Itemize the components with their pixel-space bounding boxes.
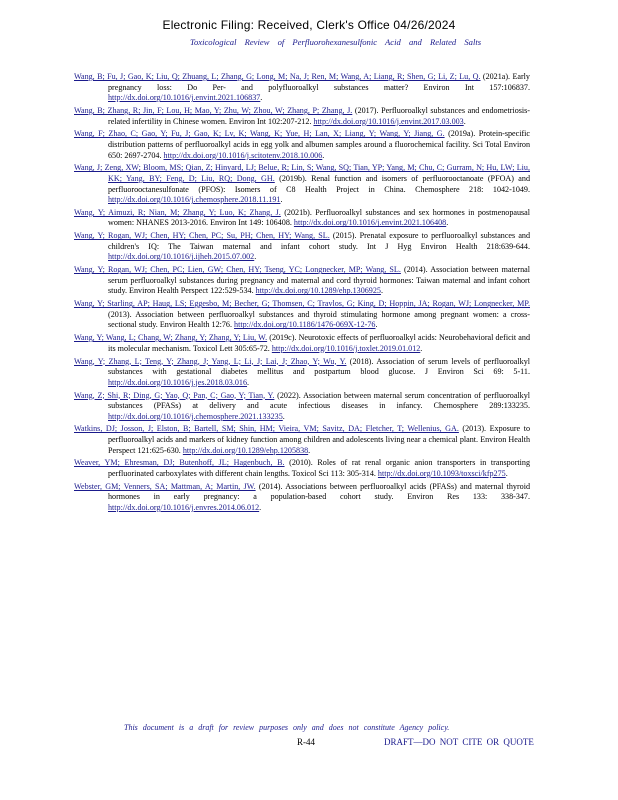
reference-entry [74,231,530,263]
reference-period: . [375,320,378,330]
reference-authors[interactable]: Weaver, YM; Ehresman, DJ; Butenhoff, JL; Hagenbuch, B. [74,458,285,468]
reference-authors[interactable]: Watkins, DJ; Josson, J; Elston, B; Bartell, SM; Shin, HM; Vieira, VM; Savitz, DA; Fletcher, T; Wellenius, GA. [74,424,459,434]
reference-period: . [282,411,285,421]
reference-citation: (2021b). Perfluoroalkyl substances and sex hormones in postmenopausal women: NHANES 2013-2016. Environ Int 149: 106408. [108,207,530,228]
reference-doi-link[interactable]: http://dx.doi.org/10.1016/j.scitotenv.2018.10.006 [163,150,323,160]
reference-authors[interactable]: Wang, Y; Rogan, WJ; Chen, PC; Lien, GW; Chen, HY; Tseng, YC; Longnecker, MP; Wang, SL. [74,265,401,275]
reference-entry [74,391,530,423]
reference-period: . [380,286,383,296]
reference-doi-link[interactable]: http://dx.doi.org/10.1016/j.envint.2021.106837 [108,93,261,103]
reference-citation: (2014). Association between maternal serum perfluoroalkyl substances during pregnancy and maternal and cord thyroid hormones: Taiwan maternal and infant cohort study. Environ Health Perspect 122:529-534. [108,265,530,296]
reference-entry [74,458,530,479]
reference-doi-link[interactable]: http://dx.doi.org/10.1016/j.toxlet.2019.01.012 [271,343,421,353]
reference-period: . [254,252,257,262]
draft-disclaimer: This document is a draft for review purposes only and does not constitute Agency policy. [124,723,450,732]
reference-citation: (2013). Association between perfluoroalkyl substances and thyroid stimulating hormone among pregnant women: a cross-sectional study. Environ Health 12:76. [108,309,530,330]
reference-doi-link[interactable]: http://dx.doi.org/10.1016/j.chemosphere.2021.133235 [108,411,283,421]
reference-entry [74,482,530,514]
reference-authors[interactable]: Wang, F; Zhao, C; Gao, Y; Fu, J; Gao, K; Lv, K; Wang, K; Yue, H; Lan, X; Liang, Y; Wang, Y; Jiang, G. [74,129,445,139]
reference-authors[interactable]: Wang, J; Zeng, XW; Bloom, MS; Qian, Z; Hinyard, LJ; Belue, R; Lin, S; Wang, SQ; Tian, YP; Yang, M; Chu, C; Gurram, N; Hu, LW; Liu, KK; Yang, BY; Feng, D; Liu, RQ; Dong, GH. [74,163,530,183]
reference-doi-link[interactable]: http://dx.doi.org/10.1016/j.jes.2018.03.016 [108,377,248,387]
reference-period: . [280,195,283,205]
reference-doi-link[interactable]: http://dx.doi.org/10.1289/ehp.1205838 [182,445,309,455]
reference-doi-link[interactable]: http://dx.doi.org/10.1093/toxsci/kfp275 [377,469,506,479]
reference-authors[interactable]: Wang, Z; Shi, R; Ding, G; Yao, Q; Pan, C; Gao, Y; Tian, Y. [74,390,275,400]
reference-doi-link[interactable]: http://dx.doi.org/10.1016/j.chemosphere.2018.11.191 [108,195,281,205]
reference-authors[interactable]: Webster, GM; Venners, SA; Mattman, A; Martin, JW. [74,481,256,491]
reference-citation: (2014). Associations between perfluoroalkyl acids (PFASs) and maternal thyroid hormones in early pregnancy: a population-based cohort study. Environ Res 133: 338-347. [108,481,530,502]
reference-period: . [259,503,262,512]
reference-citation: (2019b). Renal function and isomers of perfluorooctanoate (PFOA) and perfluorooctanesulfonate (PFOS): Isomers of C8 Health Project in China. Chemosphere 218: 1042-1049. [108,173,530,194]
reference-authors[interactable]: Wang, B; Zhang, R; Jin, F; Lou, H; Mao, Y; Zhu, W; Zhou, W; Zhang, P; Zhang, J. [74,105,353,115]
reference-authors[interactable]: Wang, Y; Zhang, L; Teng, Y; Zhang, J; Yang, L; Li, J; Lai, J; Zhao, Y; Wu, Y. [74,356,347,366]
reference-entry [74,72,530,104]
reference-entry [74,265,530,297]
reference-doi-link[interactable]: http://dx.doi.org/10.1016/j.envres.2014.06.012 [108,503,260,512]
reference-citation: (2021a). Early pregnancy loss: Do Per- and polyfluoroalkyl substances matter? Environ Int 157:106837. [108,72,530,92]
reference-entry [74,357,530,389]
reference-entry [74,333,530,354]
reference-doi-link[interactable]: http://dx.doi.org/10.1016/j.ijheh.2015.07.002 [108,252,255,262]
reference-authors[interactable]: Wang, Y; Rogan, WJ; Chen, HY; Chen, PC; Su, PH; Chen, HY; Wang, SL. [74,231,330,241]
reference-period: . [260,93,263,103]
reference-citation: (2013). Exposure to perfluoroalkyl acids and markers of kidney function among children and adolescents living near a chemical plant. Environ Health Perspect 121:625-630. [108,424,530,455]
draft-notice: DRAFT—DO NOT CITE OR QUOTE [384,737,534,747]
reference-period: . [308,445,311,455]
reference-citation: (2019a). Protein-specific distribution patterns of perfluoroalkyl acids in egg yolk and albumen samples around a fluorochemical facility. Sci Total Environ 650: 2697-2704. [108,129,530,160]
reference-period: . [505,469,508,479]
reference-citation: (2018). Association of serum levels of perfluoroalkyl substances with gestational diabetes mellitus and postpartum blood glucose. J Environ Sci 69: 5-11. [108,356,530,377]
reference-list [74,72,530,516]
reference-authors[interactable]: Wang, Y; Aimuzi, R; Nian, M; Zhang, Y; Luo, K; Zhang, J. [74,207,281,217]
reference-authors[interactable]: Wang, Y; Starling, AP; Haug, LS; Eggesbo, M; Becher, G; Thomsen, C; Travlos, G; King, D; Hoppin, JA; Rogan, WJ; Longnecker, MP. [74,299,530,309]
reference-authors[interactable]: Wang, B; Fu, J; Gao, K; Liu, Q; Zhuang, L; Zhang, G; Long, M; Na, J; Ren, M; Wang, A; Liang, R; Shen, G; Li, Z; Lu, Q. [74,72,481,81]
reference-citation: (2022). Association between maternal serum concentration of perfluoroalkyl substances (PFASs) at delivery and acute infectious diseases in infancy. Chemosphere 289:133235. [108,390,531,411]
reference-doi-link[interactable]: http://dx.doi.org/10.1289/ehp.1306925 [255,286,381,296]
reference-citation: (2010). Roles of rat renal organic anion transporters in transporting perfluorinated carboxylates with different chain lengths. Toxicol Sci 113: 305-314. [108,458,530,479]
reference-entry [74,106,530,127]
reference-entry [74,424,530,456]
reference-entry [74,299,530,331]
filing-stamp: Electronic Filing: Received, Clerk's Office 04/26/2024 [162,18,456,32]
reference-period: . [420,343,423,353]
reference-period: . [463,116,466,126]
reference-doi-link[interactable]: http://dx.doi.org/10.1016/j.envint.2017.03.003 [313,116,464,126]
reference-entry [74,129,530,161]
reference-doi-link[interactable]: http://dx.doi.org/10.1016/j.envint.2021.106408 [293,218,447,228]
reference-citation: (2017). Perfluoroalkyl substances and endometriosis-related infertility in Chinese women. Environ Int 102:207-212. [108,105,530,126]
reference-period: . [247,377,250,387]
reference-citation: (2015). Prenatal exposure to perfluoroalkyl substances and children's IQ: The Taiwan maternal and infant cohort study. Int J Hyg Environ Health 218:639-644. [108,231,530,251]
reference-entry [74,163,530,205]
reference-entry [74,208,530,229]
reference-authors[interactable]: Wang, Y; Wang, L; Chang, W; Zhang, Y; Zhang, Y; Liu, W. [74,333,268,343]
page-number: R-44 [297,737,315,747]
reference-period: . [322,150,325,160]
reference-citation: (2019c). Neurotoxic effects of perfluoroalkyl acids: Neurobehavioral deficit and its molecular mechanism. Toxicol Lett 305:65-72. [108,333,530,353]
reference-period: . [446,218,449,228]
document-title: Toxicological Review of Perfluorohexanesulfonic Acid and Related Salts [190,37,482,47]
reference-doi-link[interactable]: http://dx.doi.org/10.1186/1476-069X-12-76 [234,320,376,330]
